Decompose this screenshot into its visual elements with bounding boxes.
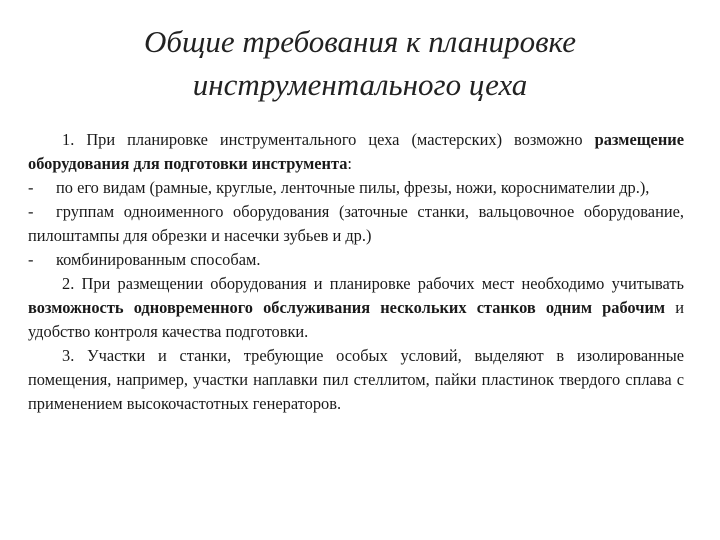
list-item-text: группам одноименного оборудования (заточные станки, вальцовочное оборудование, пилоштампы для обрезки и насечки зубьев и др.) bbox=[28, 202, 684, 245]
list-dash: - bbox=[28, 202, 34, 221]
list-item bbox=[28, 176, 684, 200]
list-item bbox=[28, 248, 684, 272]
paragraph-2 bbox=[28, 272, 684, 344]
paragraph-1-lead: 1. При планировке инструментального цеха (мастерских) возможно bbox=[62, 130, 595, 149]
title-line-2: инструментального цеха bbox=[192, 67, 528, 102]
paragraph-1-tail: : bbox=[347, 154, 352, 173]
paragraph-1-bold: размещение оборудования для подготовки инструмента bbox=[28, 130, 684, 173]
list-dash: - bbox=[28, 178, 34, 197]
paragraph-3: 3. Участки и станки, требующие особых условий, выделяют в изолированные помещения, например, участки наплавки пил стеллитом, пайки пластинок твердого сплава с применением высокочастотных генераторов. bbox=[28, 346, 684, 413]
list-item-text: комбинированным способам. bbox=[56, 250, 261, 269]
list-dash: - bbox=[28, 250, 34, 269]
page-title bbox=[40, 20, 680, 106]
paragraph-2-bold: возможность одновременного обслуживания нескольких станков одним рабочим bbox=[28, 298, 666, 317]
title-line-1: Общие требования к планировке bbox=[143, 24, 577, 59]
slide-body bbox=[28, 128, 684, 416]
paragraph-1 bbox=[28, 128, 684, 176]
list-item-text: по его видам (рамные, круглые, ленточные пилы, фрезы, ножи, короснимателии др.), bbox=[56, 178, 650, 197]
list-item bbox=[28, 200, 684, 248]
paragraph-2-lead: 2. При размещении оборудования и планировке рабочих мест необходимо учитывать bbox=[62, 274, 684, 293]
paragraph-2-tail: и удобство контроля качества подготовки. bbox=[28, 298, 684, 341]
